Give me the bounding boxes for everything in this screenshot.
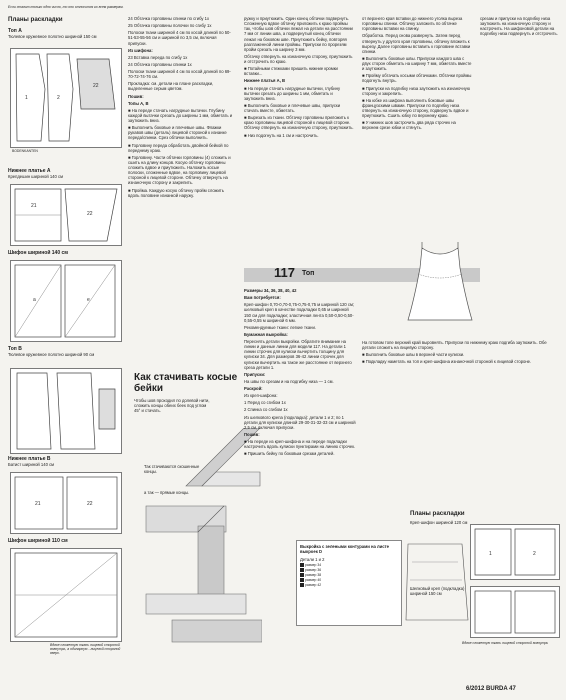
- layouts-117-heading: Планы раскладки: [410, 510, 465, 517]
- sewing-step: ■ Выполнить боковые и плечевые швы, припуски стачать вместе, обметать.: [244, 102, 341, 113]
- line-style-icon: [300, 563, 304, 567]
- top-a-diagram-label: BODENKANTEN: [12, 149, 38, 153]
- cutting-title: Раскрой:: [244, 386, 263, 391]
- layout-footnote: Вдвое сложенную ткань лицевой стороной вовнутрь, а одинарную - лицевой стороной вверх.: [50, 643, 121, 655]
- howto-caption-1: Так стачиваются скошенные концы.: [144, 464, 200, 475]
- svg-text:1: 1: [25, 95, 28, 101]
- chiffon-v-layout-drawing: [11, 549, 121, 641]
- svg-text:1: 1: [489, 551, 492, 557]
- svg-text:2: 2: [533, 551, 536, 557]
- cut-list-item: Из шифона:: [128, 47, 153, 53]
- svg-text:21: 21: [35, 501, 41, 507]
- cutting-lining: Из шелкового крепа (подкладка): детали 1 и 2; по 1 детали для кулиски длиной 29-30-31-32-33 см и шириной 2,5 см, включая припуски.: [244, 414, 356, 430]
- svg-text:22: 22: [87, 501, 93, 507]
- top-a-layout-diagram: [10, 48, 122, 148]
- lower-a-fabric: Крепдешин шириной 140 см: [8, 174, 63, 180]
- sewing-step: ■ На юбке из шифона выполнить боковые швы французскими швами. Припуски по подгибку низа отвернуть на изнаночную сторону, подвернуть вдвое и приутюжить. Сшить юбку по верхнему краю.: [362, 97, 469, 119]
- sewing-step: ■ Подкладку наметать на топ и креп-шифона изнаночной стороной к лицевой стороне.: [362, 359, 532, 365]
- lower-v-fabric: Батист шириной 140 см: [8, 462, 55, 468]
- chiffon-a-layout-drawing: [11, 261, 121, 341]
- sewing-step: Обтачку отвернуть на изнаночную сторону, приутюжить и отстрочить по краю.: [244, 53, 353, 64]
- instructions-column-4: [362, 16, 472, 258]
- cut-list-item: 24 Обтачка горловины спинки по сгибу 1х: [128, 16, 210, 21]
- sewing-step: Обработка. Перед снова развернуть. Затем перед отвернуть у другого края горловины, обтачку вложить к вырезу. Далее горловины вставить к горловине вставки спинки.: [362, 33, 471, 54]
- top-v-fabric: Тюлевое кружевное полотно шириной 90 см: [8, 352, 95, 358]
- layout-column: [8, 16, 118, 39]
- lower-a-title: Нижнее платье А: [8, 168, 51, 174]
- size-row-42: размер 42: [300, 583, 398, 588]
- brand-name: BURDA: [486, 686, 508, 692]
- top-garment-illustration: [396, 240, 486, 324]
- layouts-117-footnote: Вдвое сложенную ткань лицевой стороной вовнутрь: [462, 641, 549, 645]
- size-row-34: размер 34: [300, 563, 398, 568]
- fabric1-layout: [470, 524, 560, 580]
- instructions-column-2: [128, 16, 236, 368]
- cutting-subtitle: Из креп-шифона:: [244, 393, 278, 399]
- svg-text:e: e: [87, 297, 90, 303]
- sewing-step: срезам и припуски на подгибку низа заутюжить на изнаночную сторону и настрочить. На шифоновой детали на подгибку низа подвернуть и отстрочить.: [480, 16, 558, 37]
- page-footer: [466, 686, 516, 694]
- chiffon-a-layout-diagram: [10, 260, 122, 342]
- howto-title: Как стачивать косые бейки: [134, 372, 238, 394]
- allowances-title: Припуски:: [244, 371, 266, 377]
- pattern-piece-drawing: [402, 540, 472, 624]
- sewing-step: ■ Горловину переда обработать двойной бейкой по переднему краю.: [128, 142, 229, 153]
- materials-text: Креп-шифон 0,70-0,70-0,75-0,75-0,75 м шириной 120 см; шелковый креп в качестве подкладки 0,65 м шириной 150 см для подкладки; эластичная лента 0,50-0,50-0,50-0,55-0,55 м шириной 6 мм.: [244, 302, 355, 323]
- top-v-title: Топ В: [8, 346, 22, 352]
- top-a-title: Топ А: [8, 27, 22, 34]
- cut-list-item: 23 Вставка переда по сгибу 1х: [128, 54, 188, 60]
- sewing-subtitle: Топы А, В: [128, 100, 149, 106]
- lower-v-title: Нижнее платье В: [8, 456, 51, 462]
- sewing-step: ■ Пройма. Каждую косую обтачку пройм сложить вдоль половине изнанкой наружу.: [128, 187, 224, 198]
- recommended-fabrics: Рекомендуемые ткани: легкие ткани.: [244, 324, 316, 330]
- model-117-text: [244, 288, 356, 536]
- sewing-step: ■ Пройму обтачать косыми обтачками. Обтачки проймы подогнуть внутрь.: [362, 73, 472, 84]
- sewing-step: ■ На переде стачать нагрудные вытачки, глубину вытачки срезать до ширины 1 мм, обметать и заутюжить вниз.: [244, 85, 341, 101]
- top-v-layout-diagram: [10, 368, 122, 454]
- top-a-layout-drawing: [11, 49, 121, 147]
- svg-text:2: 2: [57, 95, 60, 101]
- sewing-step: На готовом топе верхний край выровнять. Припуски по нижнему краю подгиба заутюжить. Обе детали сложить на лицевую сторону.: [362, 340, 547, 351]
- sewing-step: ■ Пришить бейку по боковым срезам деталей.: [244, 451, 335, 457]
- howto-caption-2: а так — прямые концы.: [144, 490, 190, 495]
- lower-v-layout-drawing: [11, 473, 121, 533]
- sewing-step: ■ У нижних шов застрочить два ряда строчек на верхнем срезе юбки и стянуть.: [362, 120, 456, 131]
- sewing-step: ■ Припуски на подгибку низа заутюжить на изнаночную сторону и закрепить.: [362, 85, 471, 96]
- fabric1-drawing: [471, 525, 559, 579]
- cut-list-item: Полоски ткани шириной 4 см по косой длиной по 69-70-72-74-76 см.: [128, 69, 231, 80]
- fabric2-drawing: [471, 587, 559, 637]
- svg-text:a: a: [33, 297, 36, 303]
- instructions-column-3: [244, 16, 354, 258]
- sewing-step: ружку и приутюжить. Один конец обтачки подвернуть. Сложенную вдвое обтачку приложить к краю проймы так, чтобы шов обтачки лежал на детали на расстоянии 7 мм от линии шва, а подвернутый конец обтачки лежал на боковом шве. Приутюжить бейку, повторяя разглаженной линии проймы. Припуски по прорезям пройм срезать на ширину 3 мм.: [244, 16, 353, 52]
- pattern-sizes-box: [296, 540, 402, 626]
- sewing-step: ■ Вырезать из ткани. Обтачку горловины приложить к краю горловины лицевой стороной к лицевой стороне. Обтачку отвернуть на изнаночную сторону, приутюжить.: [244, 115, 354, 131]
- chiffon-a-title: Шифон шириной 140 см: [8, 250, 68, 256]
- top-v-layout-drawing: [11, 369, 121, 453]
- page-number: 47: [509, 686, 516, 692]
- sizes-box-title: Выкройка с зелеными контурами на листе выкроек D: [300, 544, 389, 555]
- lower-a-layout-diagram: [10, 184, 122, 246]
- top-note: Если ставит только одно число, то оно относится ко всем размерам.: [8, 5, 124, 9]
- howto-text: Чтобы шов проходил по долевой нити, сложить концы обеих беек под углом 45° и стачать.: [134, 398, 210, 414]
- cut-list-item: 24 Обтачка горловины спинки 1х: [128, 61, 192, 67]
- svg-text:22: 22: [87, 211, 93, 217]
- layouts-117: [410, 510, 560, 525]
- materials-title: Вам потребуется:: [244, 295, 281, 301]
- sewing-step: ■ Выполнить боковые швы в верхней части кулиски.: [362, 352, 465, 358]
- chiffon-v-title: Шифон шириной 110 см: [8, 538, 68, 544]
- size-row-38: размер 38: [300, 573, 398, 578]
- instructions-column-5: [480, 16, 560, 258]
- svg-text:22: 22: [93, 83, 99, 89]
- sewing-step: ■ Низ подогнуть на 1 см и настрочить.: [244, 132, 319, 138]
- lower-v-layout-diagram: [10, 472, 122, 534]
- layouts-heading: Планы раскладки: [8, 16, 63, 23]
- size-row-36: размер 36: [300, 568, 398, 573]
- sewing-step: ■ Потайными стежками пришить нижние кромки вставки...: [244, 66, 338, 77]
- pattern-text: Переснять детали выкройки. Обратите внимание на линии и данные линии для модели 117. На детали 1 линии строчек для кулиски вычертить толщину для кулиски 34. Для размеров 36-42 линии строчек для кулиски вычертить на такое же расстояние от верхнего среза детали 1.: [244, 339, 352, 370]
- sewing-step: ■ Выполнить боковые швы. Припуски каждого шва с двух сторон обметать на ширину 7 мм, обметать вместе и заутюжить.: [362, 55, 472, 72]
- cut-list-item: 25 Обтачка горловины полочки по сгибу 1х: [128, 23, 212, 29]
- fabric1-title: Креп-шифон шириной 120 см: [410, 519, 468, 525]
- top-a-fabric: Тюлевое кружевное полотно шириной 150 см: [8, 34, 97, 39]
- fabric2-title: Шелковый креп (подкладка) шириной 150 см: [410, 586, 465, 597]
- sewing-step: ■ На переде из креп-шифона и на переде подкладки настрочить вдоль кулиски пунктирами на линию строчек.: [244, 439, 356, 450]
- cut-list-item: Полоски ткани шириной 4 см по косой длиной по 50-51-53-55-56 см и шириной по 3,5 см, включая припуски.: [128, 30, 231, 46]
- lower-a-layout-drawing: [11, 185, 121, 245]
- sewing-title: Пошив:: [244, 431, 260, 437]
- fabric2-layout: [470, 586, 560, 638]
- allowances-text: На швы по срезам и на подгибку низа — 1 см.: [244, 378, 334, 384]
- svg-text:21: 21: [31, 203, 37, 209]
- sewing-step: ■ Выполнить боковые и плечевые швы. Флажки рукавов швы (деталь) лицевой стороной к изнанке переда/спинки. Срез обтачки выполнить.: [128, 125, 227, 141]
- model-type: Топ: [302, 270, 315, 277]
- interfacing-note: Прокладка: см. детали на плане раскладки, выделенные серым цветом.: [128, 81, 214, 92]
- line-style-icon: [300, 568, 304, 572]
- line-style-icon: [300, 578, 304, 582]
- sewing-title: Пошив:: [128, 93, 144, 99]
- pattern-title: Бумажная выкройка:: [244, 331, 288, 337]
- sizes-box-parts: Детали 1 и 2: [300, 557, 325, 563]
- sewing-step: ■ На переде стачать нагрудные вытачки. Глубину каждой вытачки срезать до ширины 1 мм, обметать и заутюжить вниз.: [128, 107, 233, 123]
- lower-dress-title: Нижнее платья А, В: [244, 78, 286, 84]
- line-style-icon: [300, 583, 304, 587]
- model-117-right-text: [362, 340, 560, 500]
- cutting-item: 2 Спинка со сгибом 1х: [244, 407, 288, 413]
- chiffon-v-layout-diagram: [10, 548, 122, 642]
- cutting-item: 1 Перед со сгибом 1х: [244, 400, 286, 406]
- size-row-40: размер 40: [300, 578, 398, 583]
- line-style-icon: [300, 573, 304, 577]
- model-number: 117: [274, 265, 295, 280]
- issue-number: 6/2012: [466, 686, 485, 692]
- model-sizes: Размеры 34, 36, 38, 40, 42: [244, 288, 297, 293]
- sewing-step: ■ Горловину. Части обтачки горловины (4) сложить и сшить на длину концов. Косую обтачку горловины сложить вдвое и приутюжить. Наложить косые полоски, сложенные вдвое, на горловину лицевой стороной к лицевой стороне. Обтачку отвернуть на изнаночную сторону и закрепить.: [128, 154, 231, 186]
- sewing-step: от верхнего края вставки до нижнего уголка выреза горловины спинки. Обтачку заложить по обтачке горловины вставки на спинку.: [362, 16, 463, 32]
